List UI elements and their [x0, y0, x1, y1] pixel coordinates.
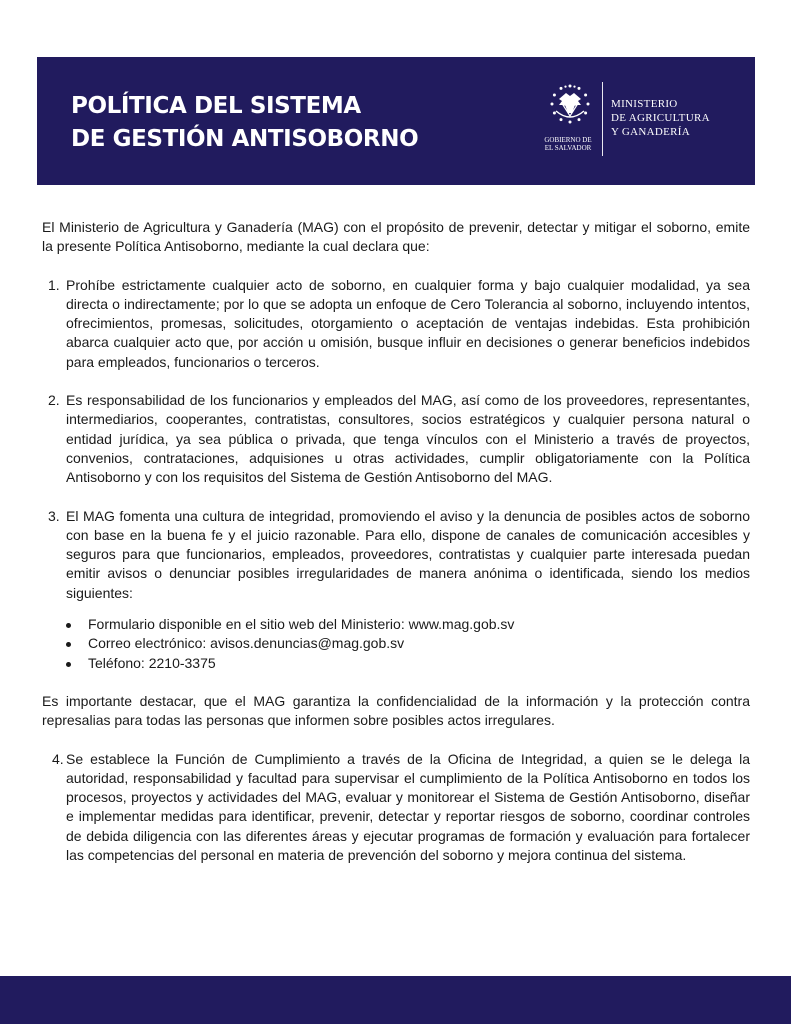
policy-points-list — [42, 276, 750, 603]
point-number: 2. — [48, 392, 60, 409]
seal-caption-line-2: EL SALVADOR — [544, 144, 592, 152]
ministry-line-1: MINISTERIO — [611, 98, 678, 110]
reporting-channels-list — [42, 615, 750, 673]
footer-band — [0, 976, 791, 1024]
title-line-1: POLÍTICA DEL SISTEMA — [71, 93, 361, 119]
ministry-name — [611, 97, 710, 139]
document-header — [37, 57, 755, 185]
point-text: Se establece la Función de Cumplimiento a través de la Oficina de Integridad, a quien se le delega la autoridad, responsabilidad y facultad para supervisar el cumplimiento de la Política Antisoborno en todos los procesos, proyectos y actividades del MAG, evaluar y monitorear el Sistema de Gestión Antisoborno, diseñar e implementar medidas para identificar, prevenir, detectar y reportar riesgos de soborno, coordinar controles de debida diligencia con las diferentes áreas y ejecutar programas de formación y evaluación para fortalecer las competencias del personal en materia de prevención del soborno y mejora continua del sistema. — [66, 750, 750, 864]
document-title — [71, 90, 418, 156]
policy-point — [42, 391, 750, 487]
title-line-2: DE GESTIÓN ANTISOBORNO — [71, 126, 419, 152]
policy-point-4 — [42, 750, 750, 866]
channel-phone: Teléfono: 2210-3375 — [42, 654, 750, 673]
policy-body — [42, 218, 750, 865]
policy-point — [42, 507, 750, 603]
ministry-line-2: DE AGRICULTURA — [611, 112, 710, 124]
header-divider — [602, 82, 603, 156]
policy-point — [42, 276, 750, 372]
channel-email: Correo electrónico: avisos.denuncias@mag.gob.sv — [42, 634, 750, 653]
point-number: 3. — [48, 507, 60, 524]
confidentiality-note: Es importante destacar, que el MAG garantiza la confidencialidad de la información y la protección contra represalias para todas las personas que informen sobre posibles actos irregulares. — [42, 692, 750, 729]
channel-web-form: Formulario disponible en el sitio web del Ministerio: www.mag.gob.sv — [42, 615, 750, 634]
point-text: Prohíbe estrictamente cualquier acto de soborno, en cualquier forma y bajo cualquier modalidad, ya sea directa o indirectamente; por lo que se adopta un enfoque de Cero Tolerancia al soborno, incluyendo intentos, ofrecimientos, promesas, solicitudes, otorgamiento o aceptación de ventajas indebidas. Esta prohibición abarca cualquier acto que, por acción u omisión, busque influir en decisiones o generar beneficios indebidos para empleados, funcionarios o terceros. — [66, 276, 750, 370]
seal-caption — [533, 136, 603, 152]
ministry-line-3: Y GANADERÍA — [611, 126, 690, 138]
point-text: Es responsabilidad de los funcionarios y empleados del MAG, así como de los proveedores, representantes, intermediarios, cooperantes, contratistas, consultores, socios estratégicos y cualquier persona natural o entidad jurídica, ya sea pública o privada, que tenga vínculos con el Ministerio a través de proyectos, convenios, contrataciones, adquisiones u otras actividades, cumplir obligatoriamente con la Política Antisoborno y con los requisitos del Sistema de Gestión Antisoborno del MAG. — [66, 392, 750, 486]
intro-paragraph: El Ministerio de Agricultura y Ganadería (MAG) con el propósito de prevenir, detectar y mitigar el soborno, emite la presente Política Antisoborno, mediante la cual declara que: — [42, 219, 750, 255]
point-number: 1. — [48, 276, 60, 293]
point-number: 4. — [52, 750, 64, 767]
seal-caption-line-1: GOBIERNO DE — [544, 136, 592, 144]
point-text: El MAG fomenta una cultura de integridad, promoviendo el aviso y la denuncia de posibles actos de soborno con base en la buena fe y el juicio razonable. Para ello, dispone de canales de comunicación accesibles y seguros para que funcionarios, empleados, proveedores, contratistas y cualquier parte interesada puedan emitir avisos o denunciar posibles irregularidades de manera anónima o identificada, siendo los medios siguientes: — [66, 507, 750, 601]
